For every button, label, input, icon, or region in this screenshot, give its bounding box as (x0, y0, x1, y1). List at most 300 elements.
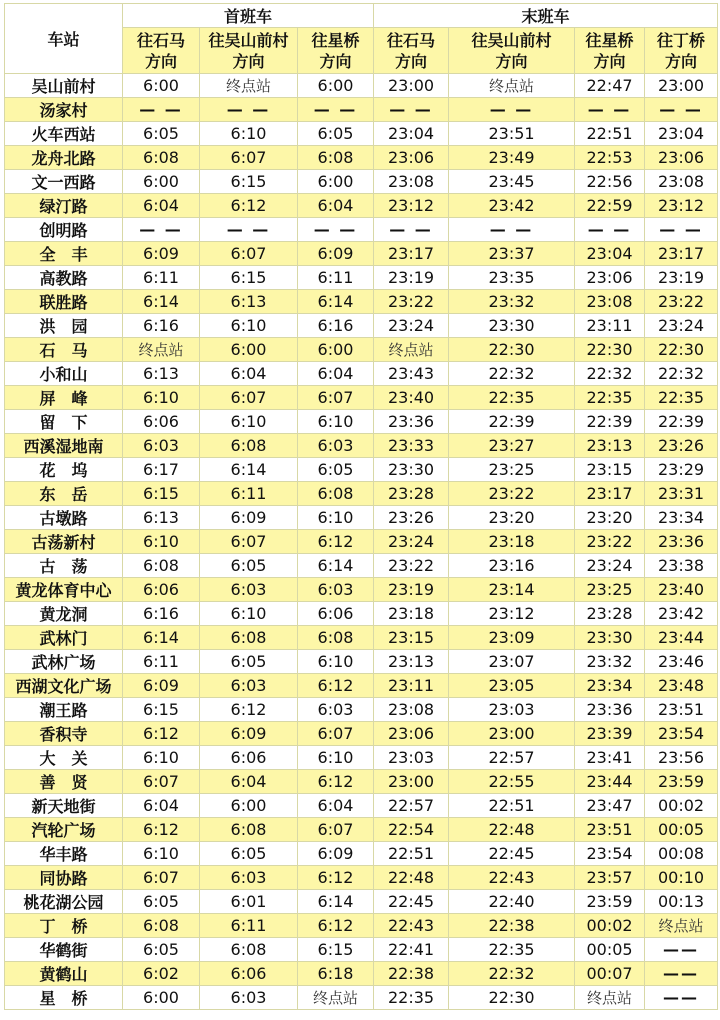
time-cell: 23:06 (374, 722, 449, 746)
table-row (5, 98, 718, 122)
time-cell: 6:13 (123, 362, 200, 386)
time-cell: 6:11 (200, 914, 298, 938)
station-name: 西溪湿地南 (5, 434, 123, 458)
time-cell: 6:10 (123, 530, 200, 554)
time-cell: 6:14 (200, 458, 298, 482)
time-cell: 6:05 (123, 890, 200, 914)
time-cell: — — (575, 218, 645, 242)
time-cell: 23:11 (575, 314, 645, 338)
time-cell: 6:12 (123, 818, 200, 842)
station-name: 新天地街 (5, 794, 123, 818)
time-cell: 22:35 (645, 386, 718, 410)
time-cell: 23:33 (374, 434, 449, 458)
time-cell: 23:22 (645, 290, 718, 314)
station-name: 绿汀路 (5, 194, 123, 218)
time-cell: 22:32 (449, 362, 575, 386)
time-cell: 6:04 (200, 362, 298, 386)
time-cell: 00:07 (575, 962, 645, 986)
time-cell: 6:05 (200, 650, 298, 674)
time-cell: 22:40 (449, 890, 575, 914)
station-name: 火车西站 (5, 122, 123, 146)
time-cell: 23:06 (575, 266, 645, 290)
time-cell: 23:34 (575, 674, 645, 698)
station-name: 文一西路 (5, 170, 123, 194)
table-row (5, 698, 718, 722)
time-cell: 23:54 (575, 842, 645, 866)
time-cell: 6:08 (200, 938, 298, 962)
time-cell: 23:04 (374, 122, 449, 146)
table-row (5, 170, 718, 194)
table-row (5, 770, 718, 794)
time-cell: 6:08 (298, 626, 374, 650)
time-cell: 6:07 (123, 770, 200, 794)
time-cell: 23:30 (575, 626, 645, 650)
time-cell: 6:00 (200, 794, 298, 818)
station-name: 汽轮广场 (5, 818, 123, 842)
time-cell: — — (645, 218, 718, 242)
time-cell: 23:18 (374, 602, 449, 626)
time-cell: 22:55 (449, 770, 575, 794)
time-cell: 23:04 (575, 242, 645, 266)
time-cell: 6:05 (298, 122, 374, 146)
time-cell: — — (200, 98, 298, 122)
table-row (5, 242, 718, 266)
station-name: 武林门 (5, 626, 123, 650)
time-cell: 23:08 (575, 290, 645, 314)
time-cell: 22:43 (374, 914, 449, 938)
station-name: 洪 园 (5, 314, 123, 338)
table-row (5, 794, 718, 818)
time-cell: 23:20 (449, 506, 575, 530)
time-cell: 23:08 (374, 698, 449, 722)
time-cell: 23:45 (449, 170, 575, 194)
time-cell: 6:06 (298, 602, 374, 626)
station-name: 香积寺 (5, 722, 123, 746)
time-cell: 6:07 (200, 530, 298, 554)
time-cell: — — (200, 218, 298, 242)
time-cell: 23:32 (449, 290, 575, 314)
time-cell: 00:02 (575, 914, 645, 938)
time-cell: 23:18 (449, 530, 575, 554)
time-cell: 6:09 (123, 242, 200, 266)
time-cell: —— (645, 986, 718, 1010)
time-cell: 6:07 (298, 386, 374, 410)
time-cell: 6:09 (298, 242, 374, 266)
time-cell: 6:00 (298, 74, 374, 98)
time-cell: 6:03 (200, 986, 298, 1010)
time-cell: 6:07 (298, 722, 374, 746)
time-cell: 6:11 (200, 482, 298, 506)
time-cell: 22:51 (374, 842, 449, 866)
time-cell: 6:15 (123, 698, 200, 722)
time-cell: 23:37 (449, 242, 575, 266)
direction-header: 往石马 方向 (374, 28, 449, 74)
time-cell: 23:28 (374, 482, 449, 506)
time-cell: 23:42 (449, 194, 575, 218)
time-cell: — — (298, 218, 374, 242)
time-cell: 23:35 (449, 266, 575, 290)
time-cell: 6:09 (123, 674, 200, 698)
time-cell: 6:04 (200, 770, 298, 794)
time-cell: 6:10 (200, 314, 298, 338)
time-cell: 23:51 (645, 698, 718, 722)
time-cell: 23:49 (449, 146, 575, 170)
time-cell: 6:10 (200, 410, 298, 434)
time-cell: 6:11 (298, 266, 374, 290)
table-row (5, 650, 718, 674)
time-cell: 23:24 (575, 554, 645, 578)
time-cell: 23:13 (374, 650, 449, 674)
station-name: 小和山 (5, 362, 123, 386)
time-cell: 22:35 (374, 986, 449, 1010)
time-cell: 22:51 (575, 122, 645, 146)
station-name: 联胜路 (5, 290, 123, 314)
time-cell: 23:22 (374, 554, 449, 578)
time-cell: 22:32 (645, 362, 718, 386)
time-cell: 23:54 (645, 722, 718, 746)
table-row (5, 602, 718, 626)
time-cell: 6:07 (298, 818, 374, 842)
time-cell: 6:03 (123, 434, 200, 458)
table-row (5, 578, 718, 602)
station-name: 古荡新村 (5, 530, 123, 554)
table-row (5, 914, 718, 938)
time-cell: 6:06 (200, 746, 298, 770)
time-cell: 23:08 (374, 170, 449, 194)
time-cell: 23:51 (575, 818, 645, 842)
time-cell: 23:11 (374, 674, 449, 698)
station-name: 桃花湖公园 (5, 890, 123, 914)
time-cell: 22:51 (449, 794, 575, 818)
time-cell: 6:06 (123, 410, 200, 434)
time-cell: 23:00 (645, 74, 718, 98)
table-row (5, 746, 718, 770)
time-cell: 23:44 (575, 770, 645, 794)
time-cell: 6:07 (123, 866, 200, 890)
time-cell: 6:02 (123, 962, 200, 986)
time-cell: 终点站 (449, 74, 575, 98)
station-name: 石 马 (5, 338, 123, 362)
time-cell: 23:43 (374, 362, 449, 386)
direction-header: 往吴山前村 方向 (449, 28, 575, 74)
time-cell: 6:11 (123, 650, 200, 674)
time-cell: 6:03 (200, 578, 298, 602)
time-cell: 22:43 (449, 866, 575, 890)
station-name: 黄龙洞 (5, 602, 123, 626)
time-cell: 6:00 (298, 338, 374, 362)
time-cell: 23:08 (645, 170, 718, 194)
time-cell: — — (123, 218, 200, 242)
time-cell: 6:12 (123, 722, 200, 746)
time-cell: 6:16 (298, 314, 374, 338)
time-cell: 22:45 (449, 842, 575, 866)
station-name: 西湖文化广场 (5, 674, 123, 698)
time-cell: 23:27 (449, 434, 575, 458)
time-cell: 22:45 (374, 890, 449, 914)
station-name: 龙舟北路 (5, 146, 123, 170)
time-cell: 23:26 (374, 506, 449, 530)
time-cell: 6:10 (298, 506, 374, 530)
time-cell: 6:15 (200, 266, 298, 290)
time-cell: 23:29 (645, 458, 718, 482)
time-cell: 6:14 (123, 626, 200, 650)
time-cell: 23:15 (575, 458, 645, 482)
station-name: 高教路 (5, 266, 123, 290)
table-row (5, 506, 718, 530)
station-name: 全 丰 (5, 242, 123, 266)
time-cell: 23:39 (575, 722, 645, 746)
time-cell: 终点站 (575, 986, 645, 1010)
time-cell: 23:17 (374, 242, 449, 266)
time-cell: 23:07 (449, 650, 575, 674)
time-cell: 6:14 (123, 290, 200, 314)
table-row (5, 626, 718, 650)
table-row (5, 314, 718, 338)
time-cell: 23:24 (645, 314, 718, 338)
time-cell: 6:08 (298, 146, 374, 170)
time-cell: 23:31 (645, 482, 718, 506)
time-cell: —— (645, 962, 718, 986)
time-cell: 6:04 (123, 794, 200, 818)
station-name: 花 坞 (5, 458, 123, 482)
time-cell: 23:19 (374, 266, 449, 290)
time-cell: 23:12 (374, 194, 449, 218)
time-cell: 6:06 (123, 578, 200, 602)
time-cell: 6:12 (298, 530, 374, 554)
time-cell: 22:48 (374, 866, 449, 890)
time-cell: 6:15 (298, 938, 374, 962)
table-row (5, 266, 718, 290)
time-cell: 6:16 (123, 602, 200, 626)
time-cell: 6:03 (298, 578, 374, 602)
time-cell: 23:42 (645, 602, 718, 626)
time-cell: 6:03 (200, 866, 298, 890)
time-cell: 6:08 (200, 818, 298, 842)
first-train-header: 首班车 (123, 4, 374, 28)
time-cell: 23:24 (374, 530, 449, 554)
time-cell: — — (645, 98, 718, 122)
table-row (5, 122, 718, 146)
time-cell: — — (575, 98, 645, 122)
time-cell: 6:04 (298, 362, 374, 386)
time-cell: 22:35 (449, 386, 575, 410)
time-cell: 6:09 (298, 842, 374, 866)
time-cell: 6:14 (298, 290, 374, 314)
time-cell: 6:12 (200, 698, 298, 722)
time-cell: 22:35 (575, 386, 645, 410)
time-cell: 23:19 (645, 266, 718, 290)
time-cell: — — (449, 218, 575, 242)
table-row (5, 458, 718, 482)
time-cell: 6:07 (200, 242, 298, 266)
last-train-header: 末班车 (374, 4, 718, 28)
station-name: 古墩路 (5, 506, 123, 530)
time-cell: 23:44 (645, 626, 718, 650)
time-cell: 23:28 (575, 602, 645, 626)
time-cell: 6:18 (298, 962, 374, 986)
time-cell: 6:10 (298, 410, 374, 434)
time-cell: 6:14 (298, 890, 374, 914)
time-cell: — — (298, 98, 374, 122)
time-cell: 终点站 (645, 914, 718, 938)
time-cell: 23:48 (645, 674, 718, 698)
table-row (5, 530, 718, 554)
time-cell: 6:12 (298, 770, 374, 794)
table-row (5, 194, 718, 218)
time-cell: 23:15 (374, 626, 449, 650)
time-cell: 23:22 (575, 530, 645, 554)
time-cell: 6:06 (200, 962, 298, 986)
time-cell: 6:12 (298, 674, 374, 698)
time-cell: 6:15 (123, 482, 200, 506)
time-cell: 23:14 (449, 578, 575, 602)
time-cell: 6:05 (123, 938, 200, 962)
timetable (4, 3, 718, 1010)
time-cell: 6:04 (298, 794, 374, 818)
time-cell: 6:10 (123, 386, 200, 410)
time-cell: 22:56 (575, 170, 645, 194)
time-cell: 6:10 (200, 602, 298, 626)
time-cell: 22:39 (645, 410, 718, 434)
time-cell: 6:12 (200, 194, 298, 218)
time-cell: 22:30 (575, 338, 645, 362)
station-name: 华鹤街 (5, 938, 123, 962)
time-cell: 6:07 (200, 146, 298, 170)
table-row (5, 890, 718, 914)
station-name: 黄鹤山 (5, 962, 123, 986)
time-cell: 6:11 (123, 266, 200, 290)
time-cell: 23:40 (645, 578, 718, 602)
time-cell: 23:00 (374, 770, 449, 794)
time-cell: 6:10 (298, 650, 374, 674)
time-cell: 22:53 (575, 146, 645, 170)
time-cell: 6:00 (123, 74, 200, 98)
station-name: 黄龙体育中心 (5, 578, 123, 602)
time-cell: 6:07 (200, 386, 298, 410)
direction-header: 往石马 方向 (123, 28, 200, 74)
table-row (5, 362, 718, 386)
time-cell: 6:08 (200, 626, 298, 650)
station-name: 同协路 (5, 866, 123, 890)
time-cell: 6:10 (298, 746, 374, 770)
time-cell: 6:00 (200, 338, 298, 362)
station-name: 武林广场 (5, 650, 123, 674)
time-cell: 23:20 (575, 506, 645, 530)
time-cell: 6:16 (123, 314, 200, 338)
time-cell: 23:00 (374, 74, 449, 98)
time-cell: 23:30 (374, 458, 449, 482)
time-cell: 6:00 (298, 170, 374, 194)
time-cell: 22:48 (449, 818, 575, 842)
time-cell: 23:36 (645, 530, 718, 554)
time-cell: 6:10 (200, 122, 298, 146)
table-row (5, 818, 718, 842)
time-cell: 22:57 (374, 794, 449, 818)
station-name: 潮王路 (5, 698, 123, 722)
table-row (5, 146, 718, 170)
time-cell: 6:13 (200, 290, 298, 314)
time-cell: 终点站 (374, 338, 449, 362)
station-name: 屏 峰 (5, 386, 123, 410)
time-cell: 22:57 (449, 746, 575, 770)
time-cell: 23:03 (374, 746, 449, 770)
time-cell: 22:39 (575, 410, 645, 434)
table-row (5, 938, 718, 962)
time-cell: 6:09 (200, 506, 298, 530)
time-cell: 23:00 (449, 722, 575, 746)
direction-header: 往星桥 方向 (575, 28, 645, 74)
station-name: 星 桥 (5, 986, 123, 1010)
table-row (5, 434, 718, 458)
time-cell: 6:08 (298, 482, 374, 506)
time-cell: 23:46 (645, 650, 718, 674)
time-cell: 6:13 (123, 506, 200, 530)
direction-header: 往星桥 方向 (298, 28, 374, 74)
time-cell: 终点站 (298, 986, 374, 1010)
time-cell: 23:59 (575, 890, 645, 914)
station-column-header: 车站 (5, 4, 123, 74)
time-cell: 终点站 (200, 74, 298, 98)
time-cell: 6:12 (298, 914, 374, 938)
table-row (5, 218, 718, 242)
table-row (5, 674, 718, 698)
time-cell: 6:08 (123, 554, 200, 578)
time-cell: 6:03 (298, 698, 374, 722)
time-cell: 23:17 (645, 242, 718, 266)
time-cell: 6:12 (298, 866, 374, 890)
time-cell: 22:30 (449, 338, 575, 362)
time-cell: 23:30 (449, 314, 575, 338)
time-cell: 6:17 (123, 458, 200, 482)
time-cell: 22:54 (374, 818, 449, 842)
time-cell: 23:05 (449, 674, 575, 698)
station-name: 创明路 (5, 218, 123, 242)
time-cell: 23:25 (449, 458, 575, 482)
station-name: 华丰路 (5, 842, 123, 866)
station-name: 汤家村 (5, 98, 123, 122)
time-cell: 00:05 (645, 818, 718, 842)
time-cell: 6:03 (298, 434, 374, 458)
time-cell: 22:38 (374, 962, 449, 986)
time-cell: 22:35 (449, 938, 575, 962)
table-row (5, 962, 718, 986)
time-cell: 23:57 (575, 866, 645, 890)
time-cell: 23:25 (575, 578, 645, 602)
time-cell: 00:02 (645, 794, 718, 818)
direction-header: 往丁桥 方向 (645, 28, 718, 74)
table-row (5, 338, 718, 362)
station-name: 丁 桥 (5, 914, 123, 938)
time-cell: 6:00 (123, 986, 200, 1010)
time-cell: 6:08 (123, 914, 200, 938)
time-cell: 6:04 (298, 194, 374, 218)
time-cell: 23:32 (575, 650, 645, 674)
table-row (5, 986, 718, 1010)
time-cell: 23:59 (645, 770, 718, 794)
time-cell: —— (645, 938, 718, 962)
table-row (5, 410, 718, 434)
time-cell: 23:12 (645, 194, 718, 218)
time-cell: 6:03 (200, 674, 298, 698)
time-cell: 6:04 (123, 194, 200, 218)
time-cell: — — (374, 98, 449, 122)
station-name: 古 荡 (5, 554, 123, 578)
table-row (5, 722, 718, 746)
time-cell: 22:30 (449, 986, 575, 1010)
time-cell: 23:34 (645, 506, 718, 530)
time-cell: 6:09 (200, 722, 298, 746)
time-cell: 22:38 (449, 914, 575, 938)
